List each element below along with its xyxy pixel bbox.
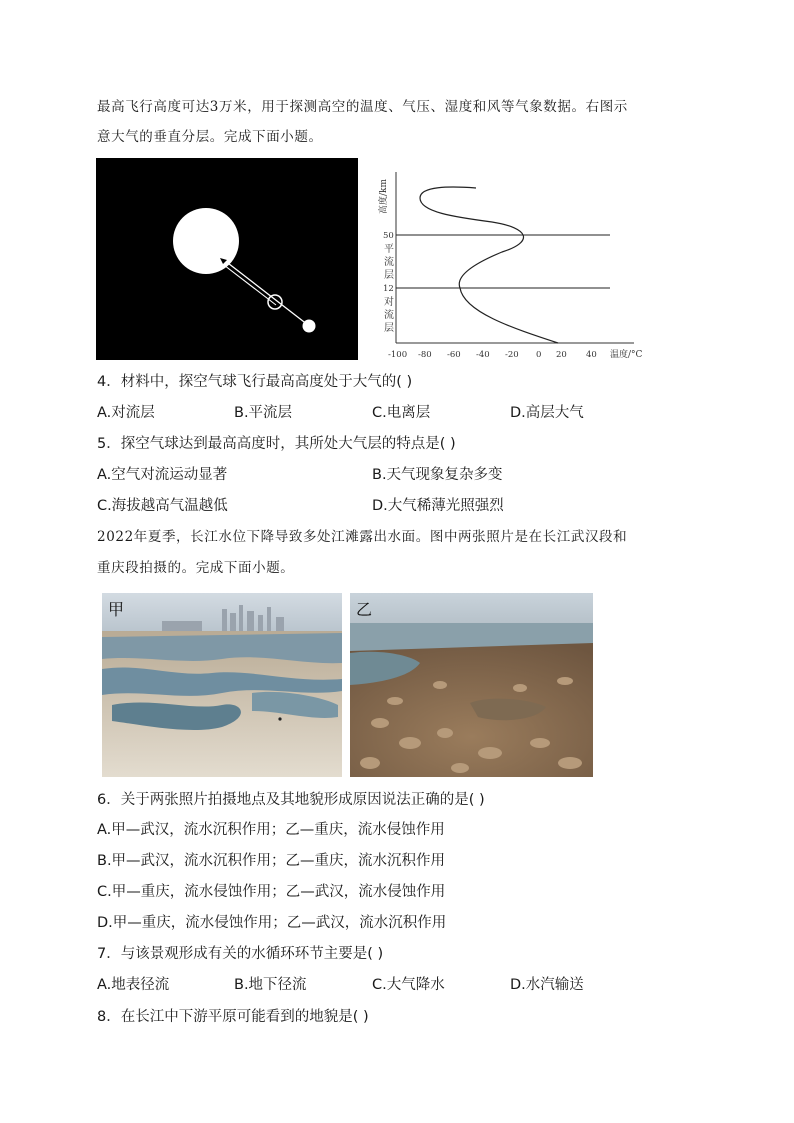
atmosphere-diagram bbox=[372, 162, 662, 364]
intro2-line-2: 重庆段拍摄的。完成下面小题。 bbox=[97, 560, 295, 576]
photo-jia bbox=[102, 593, 342, 777]
atmosphere-svg bbox=[372, 162, 662, 364]
x-tick-label: 0 bbox=[536, 350, 542, 360]
x-tick-label: -20 bbox=[505, 350, 519, 360]
q5-option-c: C.海拔越高气温越低 bbox=[97, 498, 228, 514]
q6-option-b: B.甲—武汉，流水沉积作用；乙—重庆，流水沉积作用 bbox=[97, 853, 446, 869]
temperature-curve bbox=[420, 187, 558, 343]
q4-stem: 4．材料中，探空气球飞行最高高度处于大气的( ) bbox=[97, 374, 413, 390]
photo-jia-scene bbox=[102, 593, 342, 777]
q6-stem: 6．关于两张照片拍摄地点及其地貌形成原因说法正确的是( ) bbox=[97, 792, 485, 808]
q4-option-b: B.平流层 bbox=[234, 405, 293, 421]
q6-option-d: D.甲—重庆，流水侵蚀作用；乙—武汉，流水沉积作用 bbox=[97, 915, 447, 931]
q5-option-a: A.空气对流运动显著 bbox=[97, 467, 228, 483]
x-tick-label: -40 bbox=[476, 350, 490, 360]
intro2-line-1: 2022年夏季，长江水位下降导致多处江滩露出水面。图中两张照片是在长江武汉段和 bbox=[97, 529, 628, 545]
q7-option-c: C.大气降水 bbox=[372, 977, 445, 993]
q4-option-a: A.对流层 bbox=[97, 405, 155, 421]
q6-option-c: C.甲—重庆，流水侵蚀作用；乙—武汉，流水侵蚀作用 bbox=[97, 884, 446, 900]
q4-option-d: D.高层大气 bbox=[510, 405, 584, 421]
balloon-dot bbox=[303, 320, 316, 333]
x-tick-label: 20 bbox=[556, 350, 567, 360]
q6-option-a: A.甲—武汉，流水沉积作用；乙—重庆，流水侵蚀作用 bbox=[97, 822, 445, 838]
intro-line-1: 最高飞行高度可达3万米，用于探测高空的温度、气压、湿度和风等气象数据。右图示 bbox=[97, 99, 628, 115]
x-tick-labels bbox=[388, 350, 597, 360]
x-tick-label: -60 bbox=[447, 350, 461, 360]
x-tick-label: -80 bbox=[418, 350, 432, 360]
photo-yi-label: 乙 bbox=[356, 600, 373, 619]
q5-option-b: B.天气现象复杂多变 bbox=[372, 467, 503, 483]
level-50-label: 50 bbox=[383, 231, 394, 241]
q7-option-a: A.地表径流 bbox=[97, 977, 170, 993]
balloon-illustration bbox=[96, 158, 358, 360]
x-tick-label: 40 bbox=[586, 350, 597, 360]
q8-stem: 8．在长江中下游平原可能看到的地貌是( ) bbox=[97, 1009, 369, 1025]
q4-option-c: C.电离层 bbox=[372, 405, 431, 421]
q5-stem: 5．探空气球达到最高高度时，其所处大气层的特点是( ) bbox=[97, 436, 456, 452]
photo-jia-label: 甲 bbox=[108, 600, 125, 619]
layer-troposphere-label: 对流层 bbox=[384, 297, 394, 334]
small-ring bbox=[268, 295, 282, 309]
q7-stem: 7．与该景观形成有关的水循环环节主要是( ) bbox=[97, 946, 384, 962]
layer-stratosphere-label: 平流层 bbox=[384, 244, 394, 281]
q5-option-d: D.大气稀薄光照强烈 bbox=[372, 498, 504, 514]
q7-option-d: D.水汽输送 bbox=[510, 977, 584, 993]
photo-yi bbox=[350, 593, 593, 777]
photo-yi-scene bbox=[350, 593, 593, 777]
y-axis-label: 高度/km bbox=[379, 178, 389, 214]
x-tick-label: -100 bbox=[388, 350, 408, 360]
q7-option-b: B.地下径流 bbox=[234, 977, 307, 993]
orbit-line bbox=[224, 260, 308, 325]
balloon-drawing bbox=[96, 158, 358, 360]
level-12-label: 12 bbox=[383, 284, 394, 294]
orbit-line-2 bbox=[220, 262, 276, 305]
x-axis-label: 温度/°C bbox=[610, 350, 643, 360]
intro-line-2: 意大气的垂直分层。完成下面小题。 bbox=[97, 129, 323, 145]
